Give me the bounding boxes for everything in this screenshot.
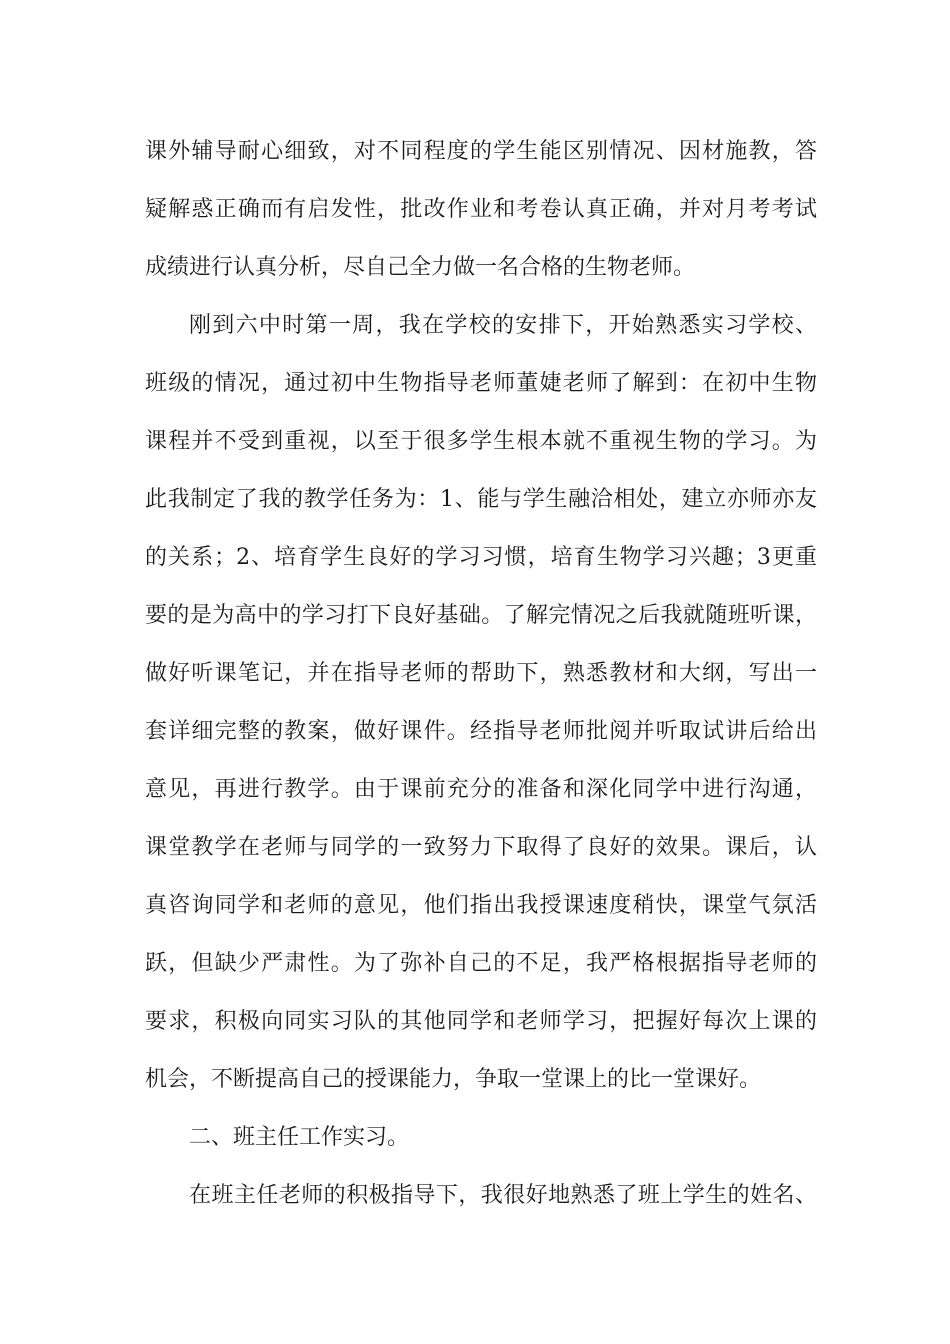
section-heading (145, 1114, 817, 1172)
text-line: 机会，不断提高自己的授课能力，争取一堂课上的比一堂课好。 (145, 1067, 762, 1092)
text-line: 课程并不受到重视，以至于很多学生根本就不重视生物的学习。为 (145, 429, 817, 454)
paragraph-2 (145, 302, 817, 1114)
document-body (145, 128, 817, 1230)
text-line: 课外辅导耐心细致，对不同程度的学生能区别情况、因材施教，答 (145, 139, 817, 164)
text-line: 班级的情况，通过初中生物指导老师董婕老师了解到：在初中生物 (145, 371, 817, 396)
text-line: 课堂教学在老师与同学的一致努力下取得了良好的效果。课后，认 (145, 835, 817, 860)
text-line: 意见，再进行教学。由于课前充分的准备和深化同学中进行沟通， (145, 777, 817, 802)
text-line: 要求，积极向同实习队的其他同学和老师学习，把握好每次上课的 (145, 1009, 817, 1034)
paragraph-1 (145, 128, 817, 302)
text-line: 真咨询同学和老师的意见，他们指出我授课速度稍快，课堂气氛活 (145, 893, 817, 918)
text-line: 刚到六中时第一周，我在学校的安排下，开始熟悉实习学校、 (189, 313, 817, 338)
text-line: 跃，但缺少严肃性。为了弥补自己的不足，我严格根据指导老师的 (145, 951, 817, 976)
paragraph-4 (145, 1172, 817, 1230)
text-line: 做好听课笔记，并在指导老师的帮助下，熟悉教材和大纲，写出一 (145, 661, 817, 686)
text-line: 此我制定了我的教学任务为：1、能与学生融洽相处，建立亦师亦友 (145, 487, 817, 512)
text-line: 二、班主任工作实习。 (189, 1125, 410, 1150)
text-line: 成绩进行认真分析，尽自己全力做一名合格的生物老师。 (145, 255, 696, 280)
text-line: 的关系；2、培育学生良好的学习习惯，培育生物学习兴趣；3更重 (145, 545, 817, 570)
text-line: 套详细完整的教案，做好课件。经指导老师批阅并听取试讲后给出 (145, 719, 817, 744)
text-line: 在班主任老师的积极指导下，我很好地熟悉了班上学生的姓名、 (189, 1183, 817, 1208)
text-line: 要的是为高中的学习打下良好基础。了解完情况之后我就随班听课， (145, 603, 817, 628)
text-line: 疑解惑正确而有启发性，批改作业和考卷认真正确，并对月考考试 (145, 197, 817, 222)
